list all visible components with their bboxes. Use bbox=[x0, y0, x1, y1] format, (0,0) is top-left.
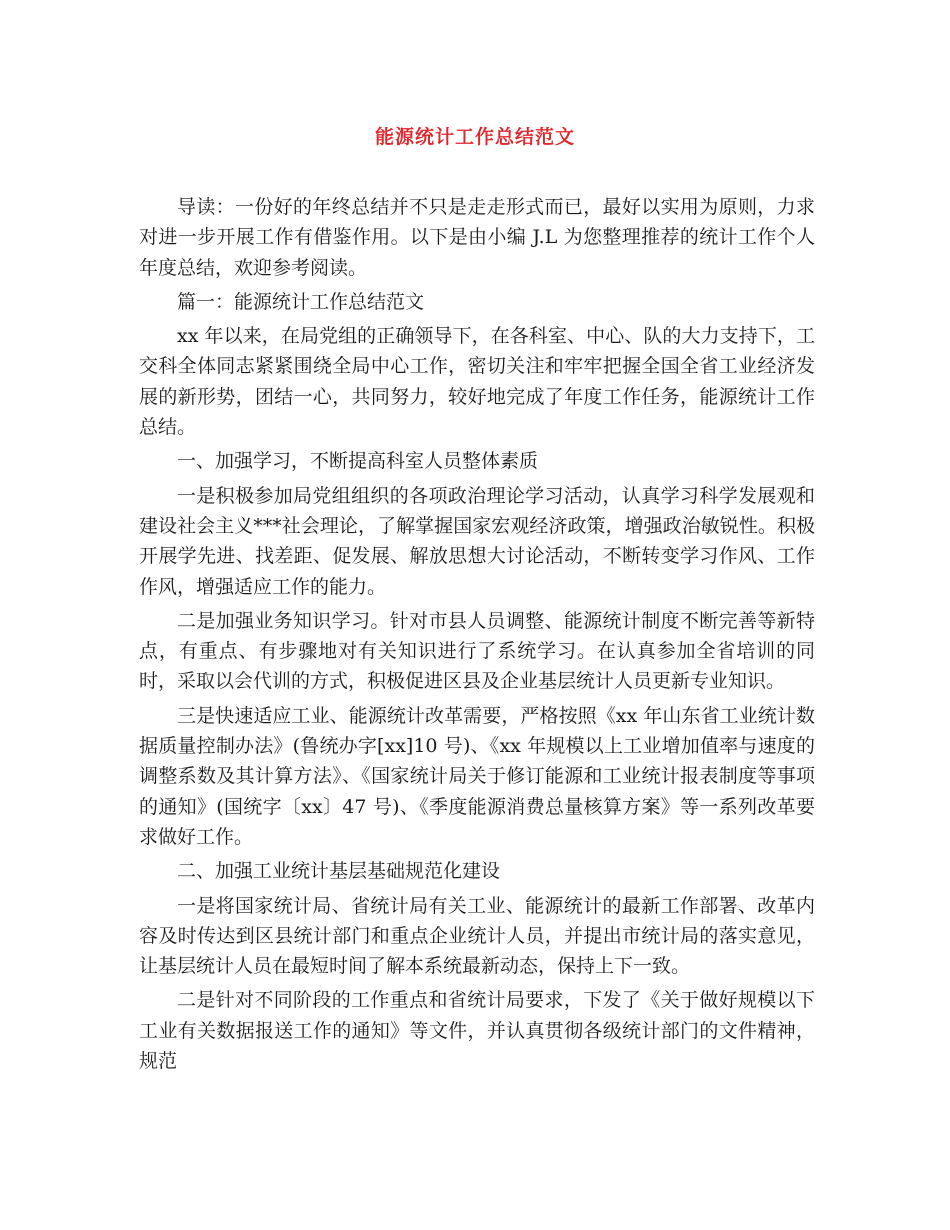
document-body bbox=[139, 192, 815, 1080]
paragraph: 一是积极参加局党组组织的各项政治理论学习活动，认真学习科学发展观和建设社会主义***社会理论，了解掌握国家宏观经济政策，增强政治敏锐性。积极开展学先进、找差距、促发展、解放思想大讨论活动，不断转变学习作风、工作作风，增强适应工作的能力。 bbox=[139, 484, 815, 598]
paragraph: 一是将国家统计局、省统计局有关工业、能源统计的最新工作部署、改革内容及时传达到区县统计部门和重点企业统计人员，并提出市统计局的落实意见，让基层统计人员在最短时间了解本系统最新动态，保持上下一致。 bbox=[139, 894, 815, 978]
paragraph: 三是快速适应工业、能源统计改革需要，严格按照《xx 年山东省工业统计数据质量控制办法》(鲁统办字[xx]10 号)、《xx 年规模以上工业增加值率与速度的调整系数及其计算方法》、《国家统计局关于修订能源和工业统计报表制度等事项的通知》(国统字〔xx〕47 号)、《季度能源消费总量核算方案》等一系列改革要求做好工作。 bbox=[139, 704, 815, 848]
paragraph: 二是加强业务知识学习。针对市县人员调整、能源统计制度不断完善等新特点，有重点、有步骤地对有关知识进行了系统学习。在认真参加全省培训的同时，采取以会代训的方式，积极促进区县及企业基层统计人员更新专业知识。 bbox=[139, 609, 815, 693]
paragraph-heading: 二、加强工业统计基层基础规范化建设 bbox=[177, 860, 501, 883]
document-title: 能源统计工作总结范文 bbox=[374, 126, 575, 148]
paragraph-section-heading: 篇一：能源统计工作总结范文 bbox=[177, 290, 425, 313]
paragraph-heading: 一、加强学习，不断提高科室人员整体素质 bbox=[177, 450, 539, 473]
paragraph: 二是针对不同阶段的工作重点和省统计局要求，下发了《关于做好规模以下工业有关数据报送工作的通知》等文件，并认真贯彻各级统计部门的文件精神，规范 bbox=[139, 989, 815, 1073]
paragraph-intro: 导读：一份好的年终总结并不只是走走形式而已，最好以实用为原则，力求对进一步开展工作有借鉴作用。以下是由小编 J.L 为您整理推荐的统计工作个人年度总结，欢迎参考阅读。 bbox=[139, 196, 815, 279]
paragraph: xx 年以来，在局党组的正确领导下，在各科室、中心、队的大力支持下，工交科全体同志紧紧围绕全局中心工作，密切关注和牢牢把握全国全省工业经济发展的新形势，团结一心，共同努力，较好地完成了年度工作任务，能源统计工作总结。 bbox=[139, 325, 815, 439]
